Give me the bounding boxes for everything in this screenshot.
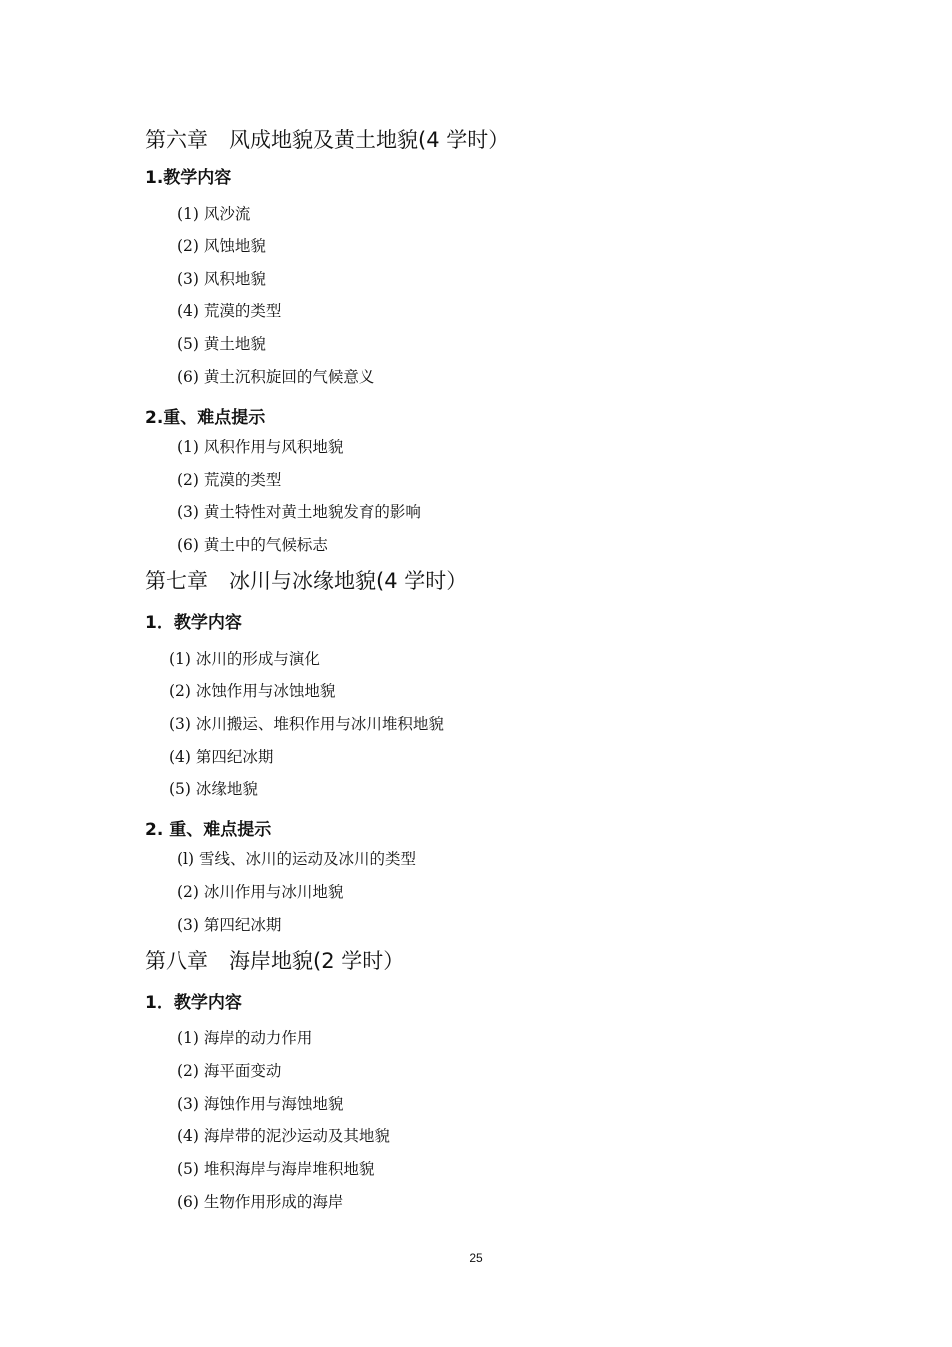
list-item: (6) 黄土中的气候标志 [177,536,328,554]
page-number: 25 [469,1251,483,1265]
list-item: (6) 黄土沉积旋回的气候意义 [177,368,375,386]
list-item: (3) 黄土特性对黄土地貌发育的影响 [177,503,421,521]
list-item: (2) 荒漠的类型 [177,471,282,489]
list-item: (5) 堆积海岸与海岸堆积地貌 [177,1160,375,1178]
list-item: (1) 冰川的形成与演化 [169,650,320,668]
list-item: (4) 第四纪冰期 [169,748,274,766]
chapter-8-section-1-heading: 1．教学内容 [145,993,242,1013]
chapter-7-section-1-heading: 1．教学内容 [145,613,242,633]
list-item: (1) 风积作用与风积地貌 [177,438,344,456]
list-item: (2) 海平面变动 [177,1062,282,1080]
list-item: (1) 海岸的动力作用 [177,1029,313,1047]
list-item: (5) 冰缘地貌 [169,780,258,798]
chapter-8-title: 第八章 海岸地貌(2 学时） [145,949,405,973]
chapter-6-section-1-heading: 1.教学内容 [145,168,232,188]
list-item: (2) 冰蚀作用与冰蚀地貌 [169,682,336,700]
chapter-6-title: 第六章 风成地貌及黄土地貌(4 学时） [145,128,510,152]
chapter-6-section-2-heading: 2.重、难点提示 [145,408,266,428]
list-item: (2) 冰川作用与冰川地貌 [177,883,344,901]
list-item: (1) 风沙流 [177,205,251,223]
chapter-7-section-2-heading: 2. 重、难点提示 [145,820,272,840]
chapter-7-title: 第七章 冰川与冰缘地貌(4 学时） [145,569,468,593]
list-item: (6) 生物作用形成的海岸 [177,1193,344,1211]
list-item: (2) 风蚀地貌 [177,237,266,255]
list-item: (4) 荒漠的类型 [177,302,282,320]
list-item: (4) 海岸带的泥沙运动及其地貌 [177,1127,390,1145]
list-item: (3) 海蚀作用与海蚀地貌 [177,1095,344,1113]
list-item: (3) 风积地貌 [177,270,266,288]
list-item: (l) 雪线、冰川的运动及冰川的类型 [177,850,416,868]
list-item: (5) 黄土地貌 [177,335,266,353]
list-item: (3) 第四纪冰期 [177,916,282,934]
list-item: (3) 冰川搬运、堆积作用与冰川堆积地貌 [169,715,444,733]
